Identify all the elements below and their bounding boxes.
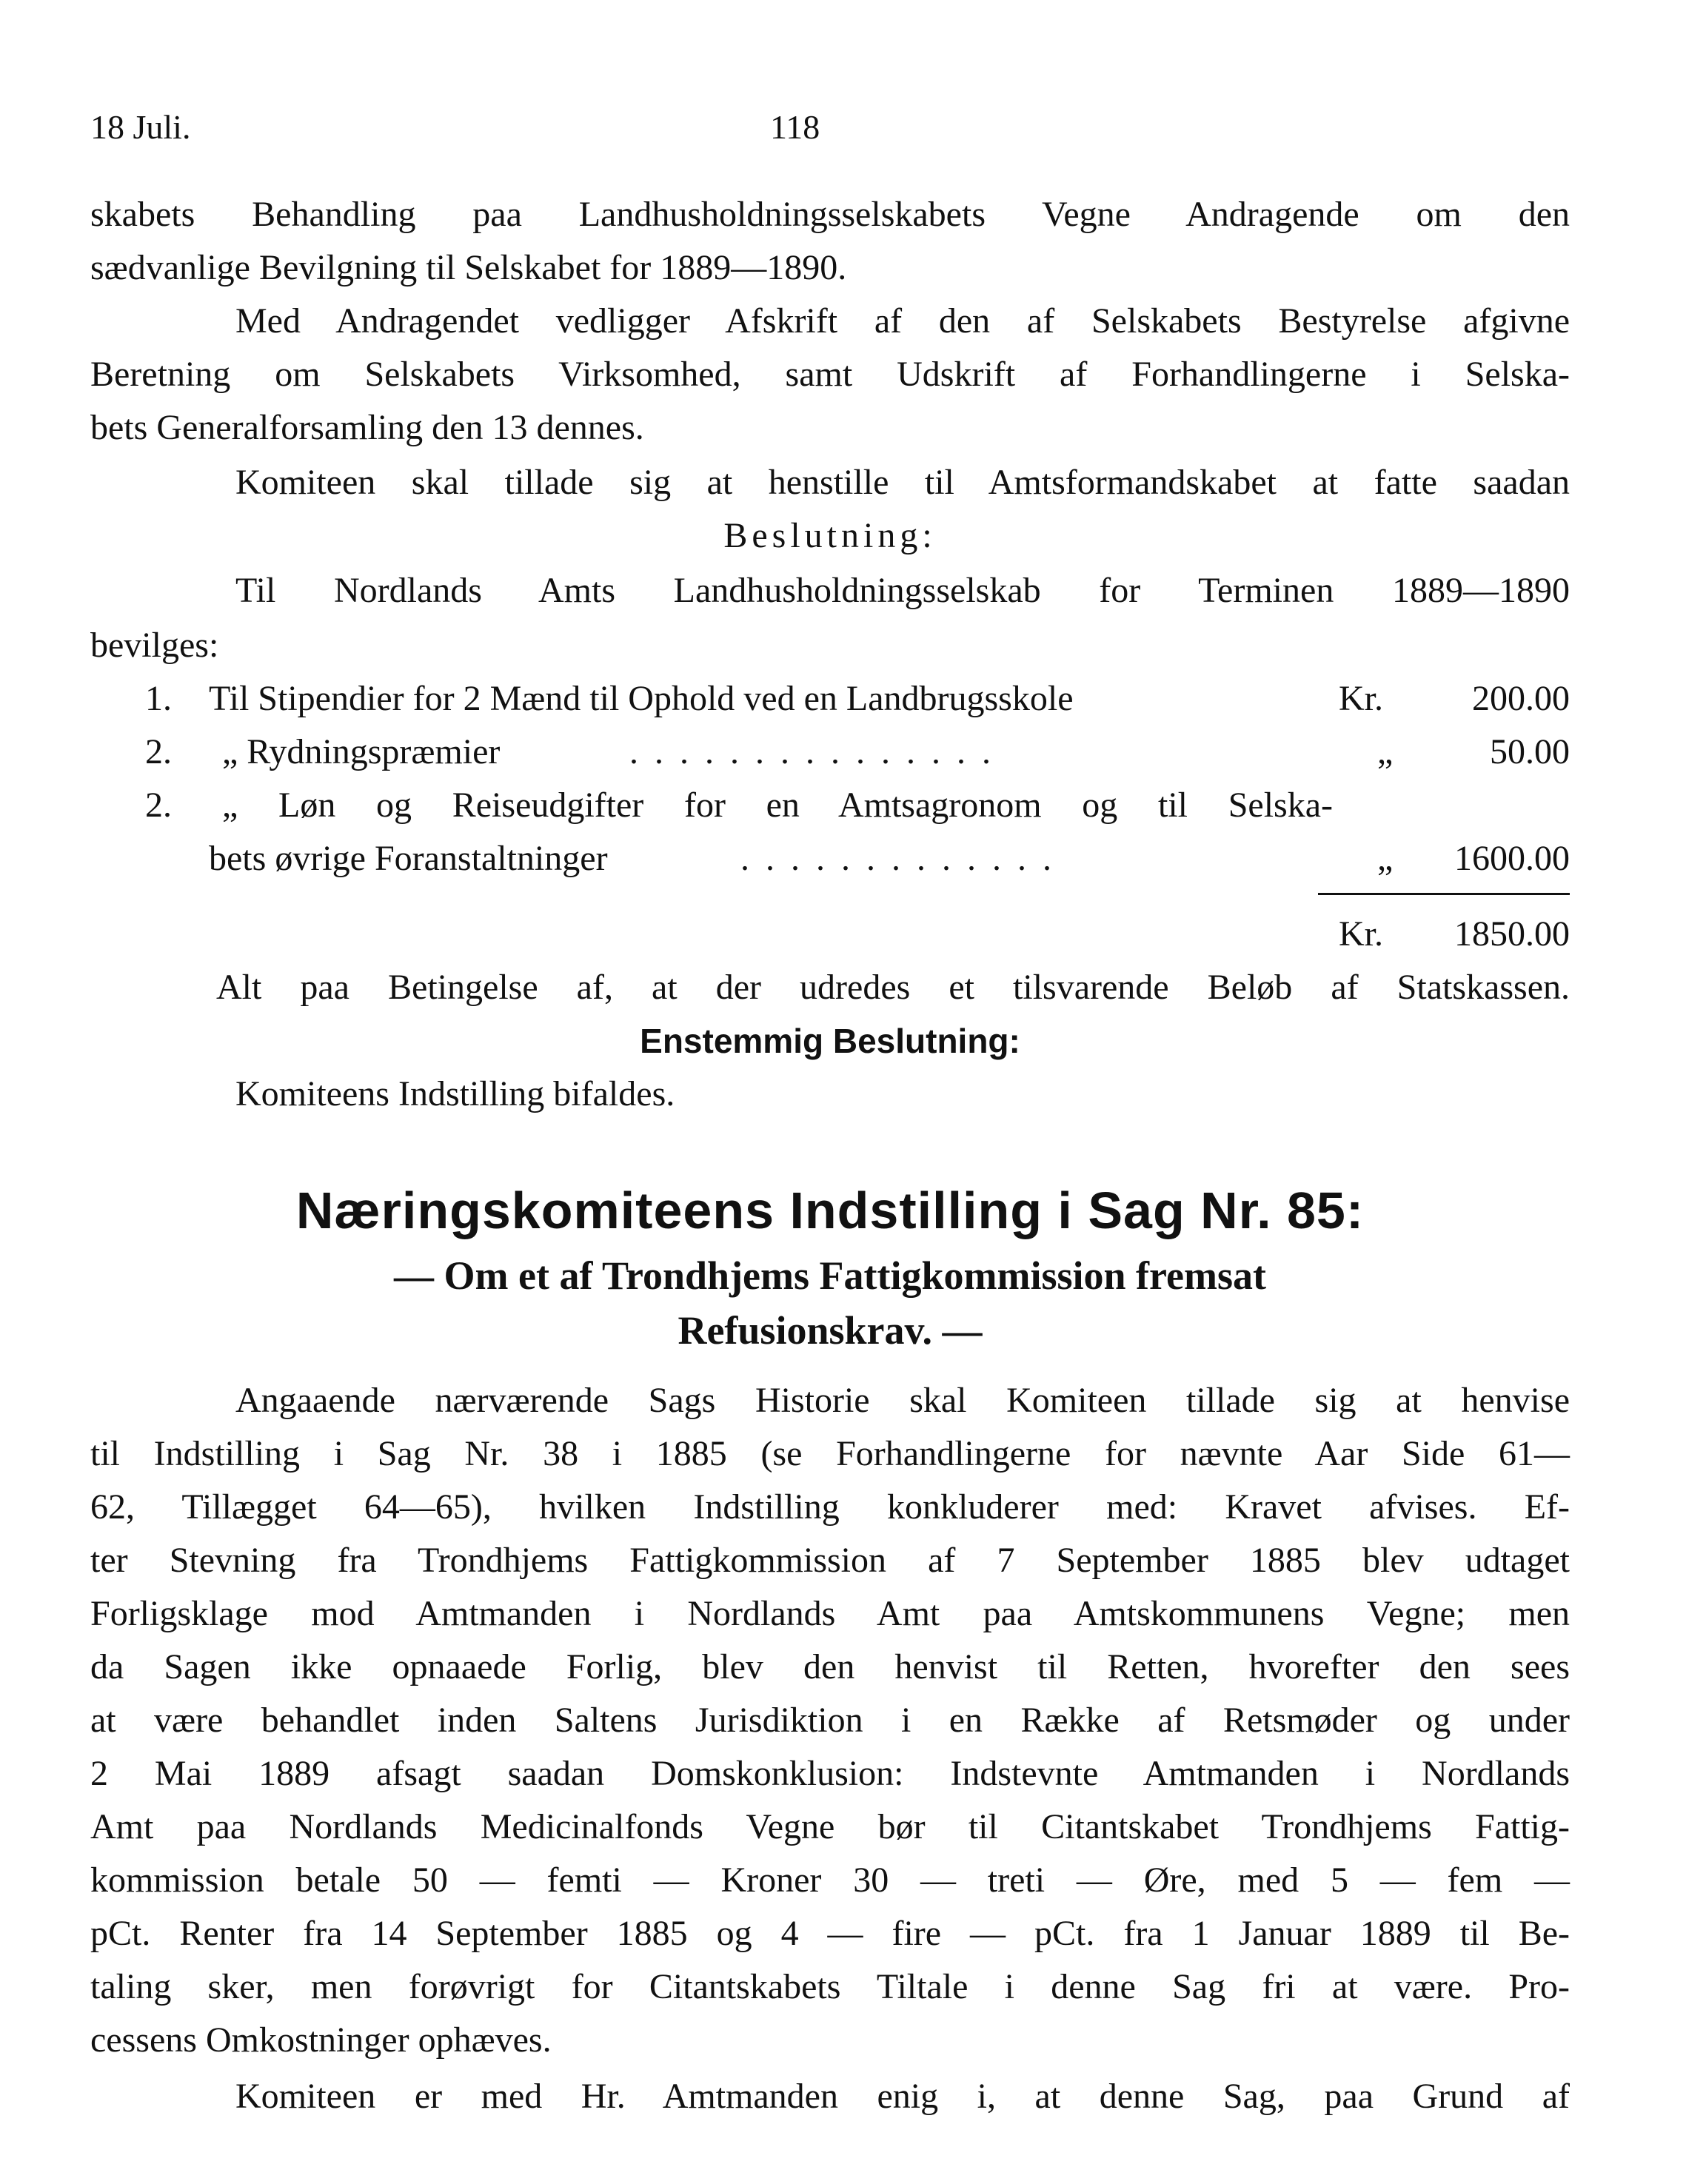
leader-dots: ............. <box>740 839 1068 878</box>
text-line: bets Generalforsamling den 13 dennes. <box>90 408 644 447</box>
resolution-heading: Beslutning: <box>723 516 937 555</box>
text-line: skabets Behandling paa Landhusholdningsselskabets Vegne Andragende om den <box>90 195 1570 234</box>
list-item-text: „ Rydningspræmier <box>222 732 501 771</box>
text-line: til Indstilling i Sag Nr. 38 i 1885 (se Forhandlingerne for nævnte Aar Side 61— <box>90 1434 1570 1473</box>
sum-rule <box>1318 893 1570 895</box>
list-item-amount: 1600.00 <box>1454 839 1570 878</box>
text-line: ter Stevning fra Trondhjems Fattigkommission af 7 September 1885 blev udtaget <box>90 1541 1570 1580</box>
text-line: bevilges: <box>90 626 219 665</box>
text-line: kommission betale 50 — femti — Kroner 30 — treti — Øre, med 5 — fem — <box>90 1860 1570 1900</box>
text-line: sædvanlige Bevilgning til Selskabet for 1889—1890. <box>90 248 847 287</box>
text-line: Alt paa Betingelse af, at der udredes et tilsvarende Beløb af Statskassen. <box>216 968 1570 1007</box>
section-title: Næringskomiteens Indstilling i Sag Nr. 85: <box>295 1182 1365 1239</box>
text-line: da Sagen ikke opnaaede Forlig, blev den henvist til Retten, hvorefter den sees <box>90 1647 1570 1686</box>
text-line: 2 Mai 1889 afsagt saadan Domskonklusion: Indstevnte Amtmanden i Nordlands <box>90 1754 1570 1793</box>
text-line: 62, Tillægget 64—65), hvilken Indstilling konkluderer med: Kravet afvises. Ef- <box>90 1487 1570 1527</box>
text-line: Beretning om Selskabets Virksomhed, samt Udskrift af Forhandlingerne i Selska- <box>90 355 1570 394</box>
list-item-currency: „ <box>1377 732 1394 771</box>
list-item-text: Til Stipendier for 2 Mænd til Ophold ved en Landbrugsskole <box>209 679 1074 718</box>
text-line: Amt paa Nordlands Medicinalfonds Vegne bør til Citantskabet Trondhjems Fattig- <box>90 1807 1570 1846</box>
list-item-currency: Kr. <box>1339 679 1383 718</box>
list-item-number: 2. <box>145 785 172 825</box>
text-line: Komiteen er med Hr. Amtmanden enig i, at denne Sag, paa Grund af <box>235 2077 1570 2116</box>
text-line: Komiteen skal tillade sig at henstille til Amtsformandskabet at fatte saadan <box>235 463 1570 502</box>
list-item-number: 2. <box>145 732 172 771</box>
list-item-text: bets øvrige Foranstaltninger <box>209 839 608 878</box>
unanimous-resolution-heading: Enstemmig Beslutning: <box>640 1022 1020 1060</box>
leader-dots: ............... <box>629 732 1007 771</box>
section-subtitle: Refusionskrav. — <box>678 1308 983 1353</box>
page-number: 118 <box>770 108 820 146</box>
text-line: Angaaende nærværende Sags Historie skal Komiteen tillade sig at henvise <box>235 1381 1570 1420</box>
text-line: cessens Omkostninger ophæves. <box>90 2020 552 2060</box>
list-item-number: 1. <box>145 679 172 718</box>
total-currency: Kr. <box>1339 914 1383 954</box>
section-subtitle: — Om et af Trondhjems Fattigkommission fremsat <box>394 1253 1266 1298</box>
text-line: Komiteens Indstilling bifaldes. <box>235 1074 675 1113</box>
list-item-currency: „ <box>1377 839 1394 878</box>
text-line: Til Nordlands Amts Landhusholdningsselskab for Terminen 1889—1890 <box>235 571 1570 610</box>
list-item-amount: 200.00 <box>1472 679 1570 718</box>
text-line: Forligsklage mod Amtmanden i Nordlands Amt paa Amtskommunens Vegne; men <box>90 1594 1570 1633</box>
list-item-amount: 50.00 <box>1490 732 1570 771</box>
text-line: pCt. Renter fra 14 September 1885 og 4 — fire — pCt. fra 1 Januar 1889 til Be- <box>90 1914 1570 1953</box>
text-line: taling sker, men forøvrigt for Citantskabets Tiltale i denne Sag fri at være. Pro- <box>90 1967 1570 2006</box>
text-line: Med Andragendet vedligger Afskrift af den af Selskabets Bestyrelse afgivne <box>235 301 1570 341</box>
list-item-text: „ Løn og Reiseudgifter for en Amtsagronom og til Selska- <box>222 785 1333 825</box>
text-line: at være behandlet inden Saltens Jurisdiktion i en Række af Retsmøder og under <box>90 1701 1570 1740</box>
page-date: 18 Juli. <box>90 108 191 146</box>
total-amount: 1850.00 <box>1454 914 1570 954</box>
